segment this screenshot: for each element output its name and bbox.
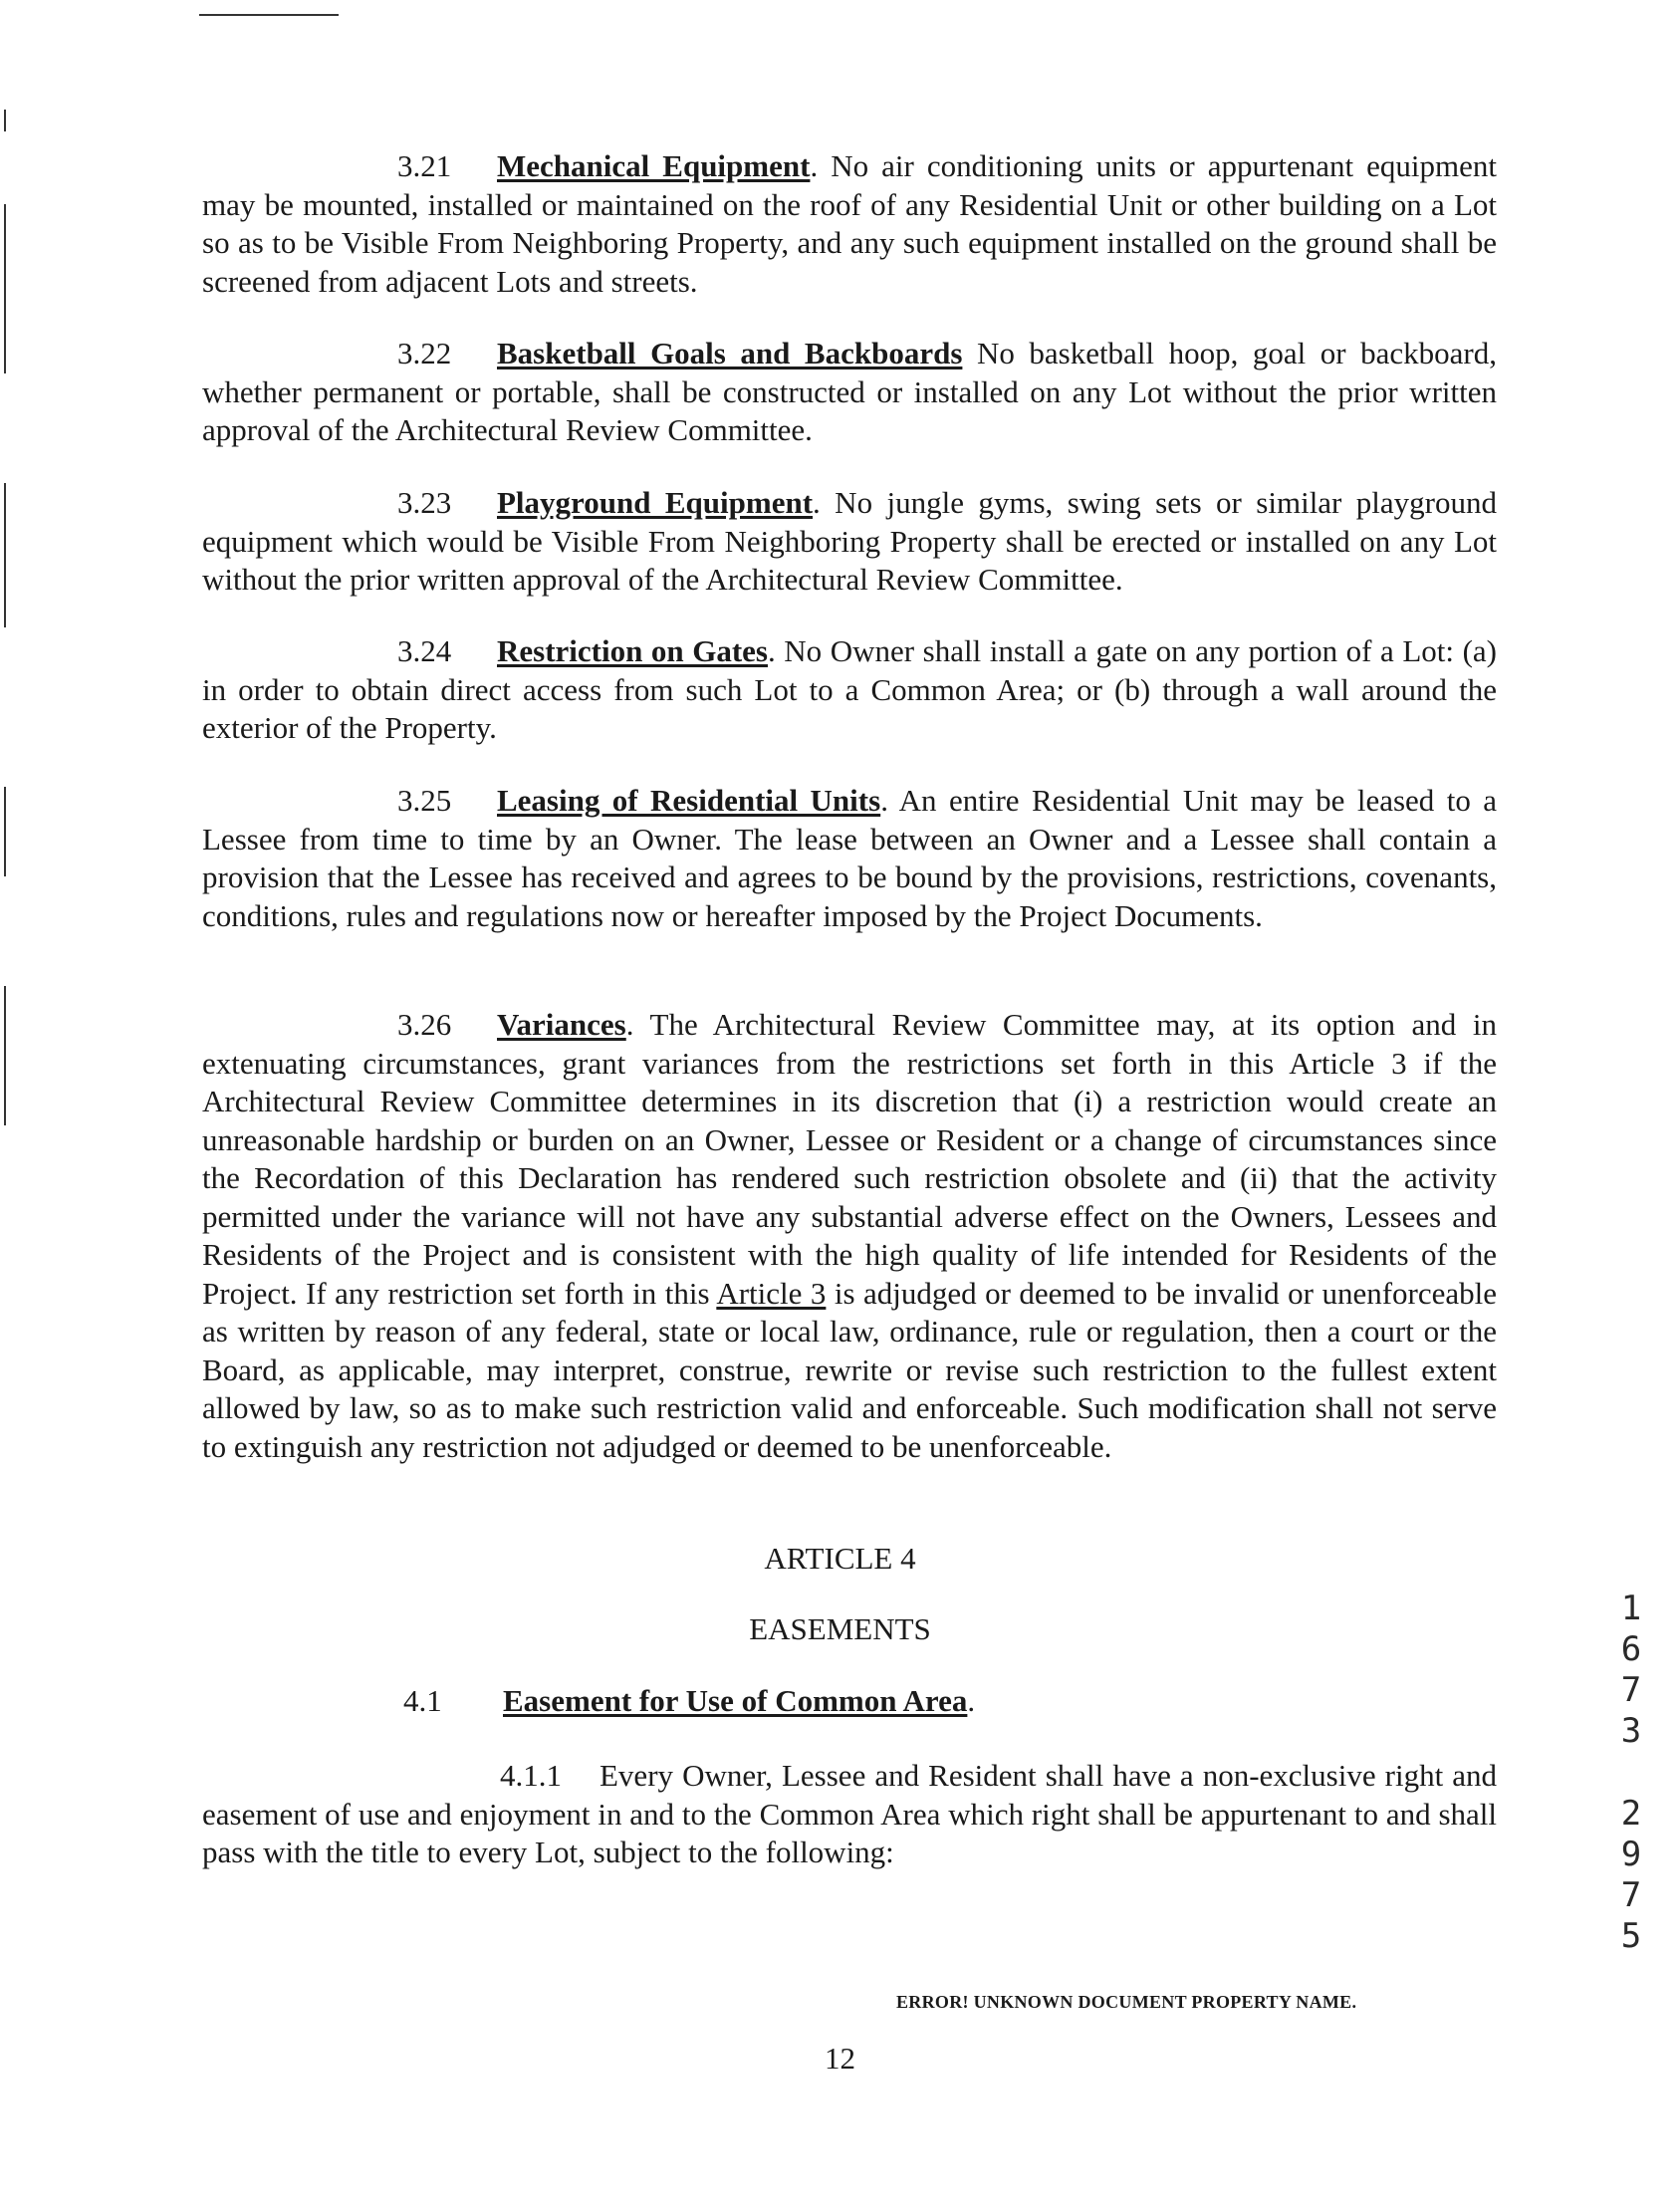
subsection-4-1 <box>403 1683 975 1719</box>
scan-artifact-margin-line <box>4 787 6 876</box>
section-body: . The Architectural Review Committee may, at its option and in extenuating circumstances, grant variances from the restrictions set forth in this Article 3 if the Architectural Review Committee determines in its discretion that (i) a restriction would create an unreasonable hardship or burden on an Owner, Lessee or Resident or a change of circumstances since the Recordation of this Declaration has rendered such restriction obsolete and (ii) that the activity permitted under the variance will not have any substantial adverse effect on the Owners, Lessees and Residents of the Project and is consistent with the high quality of life intended for Residents of the Project. If any restriction set forth in this <box>202 1007 1497 1311</box>
section-title: Restriction on Gates <box>497 633 768 668</box>
stamp-digit: 1 <box>1620 1589 1642 1628</box>
stamp-digit: 3 <box>1620 1711 1642 1751</box>
section-3-25 <box>202 782 1497 935</box>
scan-artifact-margin-line <box>4 483 6 627</box>
document-property-error: ERROR! UNKNOWN DOCUMENT PROPERTY NAME. <box>896 1992 1357 2012</box>
section-body: . No Owner shall install a gate on any portion of a Lot: (a) in order to obtain direct access from such Lot to a Common Area; or (b) through a wall around the exterior of the Property. <box>202 633 1498 745</box>
subsection-title-suffix: . <box>967 1683 976 1718</box>
section-body: . An entire Residential Unit may be leased to a Lessee from time to time by an Owner. The lease between an Owner and a Lessee shall contain a provision that the Lessee has received and agrees to be bound by the provisions, restrictions, covenants, conditions, rules and regulations now or hereafter imposed by the Project Documents. <box>202 783 1497 933</box>
stamp-digit: 2 <box>1620 1794 1642 1834</box>
article-label: ARTICLE 4 <box>764 1541 916 1576</box>
stamp-gap <box>1611 1752 1651 1794</box>
subsection-title: Easement for Use of Common Area <box>503 1683 968 1718</box>
section-number: 3.23 <box>397 485 452 520</box>
stamp-digit: 6 <box>1620 1629 1642 1669</box>
scan-artifact-top-rule <box>199 14 339 16</box>
section-number: 3.22 <box>397 336 452 370</box>
scan-artifact-margin-line <box>4 986 6 1125</box>
section-title: Variances <box>497 1007 626 1042</box>
section-3-21 <box>202 147 1497 301</box>
section-title: Leasing of Residential Units <box>497 783 881 818</box>
page-number: 12 <box>825 2041 855 2076</box>
section-3-22 <box>202 335 1497 450</box>
stamp-digit: 7 <box>1620 1875 1642 1915</box>
section-3-26 <box>202 1006 1497 1466</box>
section-body-continued: is adjudged or deemed to be invalid or unenforceable as written by reason of any federal, state or local law, ordinance, rule or regulation, then a court or the Board, as applicable, may interpret, construe, rewrite or revise such restriction to the fullest extent allowed by law, so as to make such restriction valid and enforceable. Such modification shall not serve to extinguish any restriction not adjudged or deemed to be unenforceable. <box>202 1275 1498 1464</box>
article-title: EASEMENTS <box>749 1611 931 1646</box>
section-number: 3.26 <box>397 1007 452 1042</box>
section-body: No basketball hoop, goal or backboard, whether permanent or portable, shall be constructed or installed on any Lot without the prior written approval of the Architectural Review Committee. <box>202 336 1497 447</box>
section-number: 3.24 <box>397 633 452 668</box>
recording-number-stamp <box>1611 1589 1651 1957</box>
section-3-24 <box>202 632 1497 748</box>
stamp-digit: 7 <box>1620 1670 1642 1710</box>
section-body: . No jungle gyms, swing sets or similar playground equipment which would be Visible From Neighboring Property shall be erected or installed on any Lot without the prior written approval of the Architectural Review Committee. <box>202 485 1497 597</box>
section-title: Playground Equipment <box>497 485 814 520</box>
paragraph-4-1-1 <box>202 1757 1497 1872</box>
section-title: Basketball Goals and Backboards <box>497 336 963 370</box>
section-number: 3.21 <box>397 148 452 183</box>
section-body: . No air conditioning units or appurtenant equipment may be mounted, installed or maintained on the roof of any Residential Unit or other building on a Lot so as to be Visible From Neighboring Property, and any such equipment installed on the ground shall be screened from adjacent Lots and streets. <box>202 148 1497 299</box>
stamp-digit: 9 <box>1620 1835 1642 1874</box>
section-title: Mechanical Equipment <box>497 148 811 183</box>
scan-artifact-margin-line <box>4 110 6 131</box>
article-3-reference: Article 3 <box>716 1275 827 1311</box>
section-number: 3.25 <box>397 783 452 818</box>
subsection-number: 4.1 <box>403 1683 442 1718</box>
scan-artifact-margin-line <box>4 204 6 373</box>
section-3-23 <box>202 484 1497 600</box>
stamp-digit: 5 <box>1620 1916 1642 1956</box>
paragraph-body: Every Owner, Lessee and Resident shall have a non-exclusive right and easement of use and enjoyment in and to the Common Area which right shall be appurtenant to and shall pass with the title to every Lot, subject to the following: <box>202 1758 1497 1869</box>
paragraph-number: 4.1.1 <box>500 1758 562 1793</box>
